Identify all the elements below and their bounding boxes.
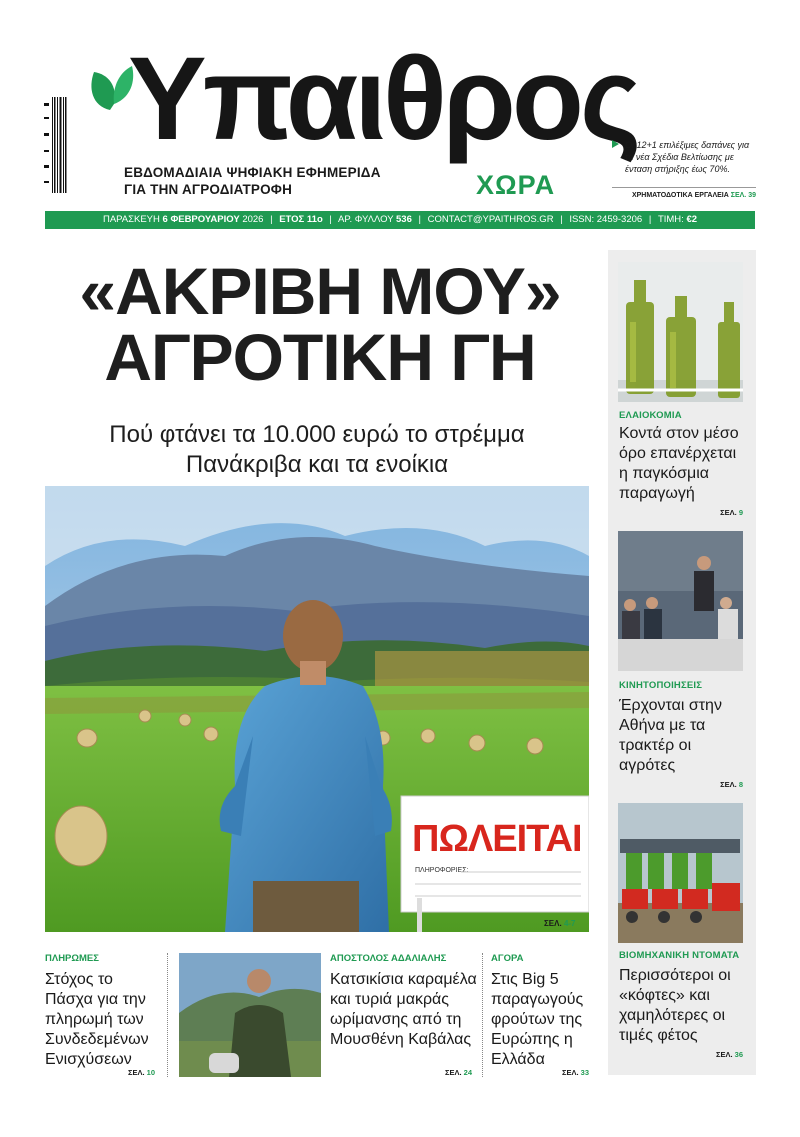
main-page-number: 4-7 xyxy=(563,919,576,928)
sidebar-item-1-tag: ΕΛΑΙΟΚΟΜΙΑ xyxy=(619,410,682,421)
sidebar-item-2-title[interactable]: Έρχονται στην Αθήνα με τα τρακτέρ οι αγρότες xyxy=(619,697,722,774)
sub-brand: ΧΩΡΑ xyxy=(476,170,556,200)
sidebar-item-3-page-prefix: ΣΕΛ. xyxy=(715,1050,733,1059)
price-label: ΤΙΜΗ: xyxy=(657,214,684,225)
tagline xyxy=(124,164,381,198)
promo-footer-label: ΧΡΗΜΑΤΟΔΟΤΙΚΑ ΕΡΓΑΛΕΙΑ xyxy=(631,192,729,199)
main-subhead-line-2: Πανάκριβα και τα ενοίκια xyxy=(185,451,449,478)
bottom-item-1-page-ref xyxy=(45,1068,155,1077)
promo-text xyxy=(612,139,756,175)
price: €2 xyxy=(686,214,698,225)
bottom-item-2-page-prefix: ΣΕΛ. xyxy=(444,1068,462,1077)
sidebar-item-1-photo[interactable] xyxy=(618,262,743,402)
issue-year: 2026 xyxy=(242,214,264,225)
main-subhead-line-1: Πού φτάνει τα 10.000 ευρώ το στρέμμα xyxy=(109,421,525,448)
sidebar-item-1-page-ref xyxy=(619,508,743,517)
contact-email[interactable]: CONTACT@YPAITHROS.GR xyxy=(427,214,554,225)
promo-box[interactable] xyxy=(612,139,756,175)
bottom-item-3-page-ref xyxy=(491,1068,589,1077)
main-headline-line-1: «ΑΚΡΙΒΗ ΜΟΥ» xyxy=(79,254,561,328)
bottom-item-2-page-ref xyxy=(330,1068,472,1077)
bottom-item-3-tag: ΑΓΟΡΑ xyxy=(491,953,524,964)
sidebar-item-2-tag: ΚΙΝΗΤΟΠΟΙΗΣΕΙΣ xyxy=(619,680,703,691)
bottom-item-3-page: 33 xyxy=(580,1068,589,1077)
sidebar-item-3-title[interactable]: Περισσότεροι οι «κόφτες» και χαμηλότερες οι τιμές φέτος xyxy=(619,967,731,1044)
promo-footer-page: 39 xyxy=(748,192,756,199)
promo-divider xyxy=(612,187,756,188)
main-headline-line-2: ΑΓΡΟΤΙΚΗ ΓΗ xyxy=(104,320,536,394)
bottom-item-2-photo[interactable] xyxy=(179,953,321,1077)
sidebar-item-2-page: 8 xyxy=(738,780,743,789)
bottom-item-2-title[interactable]: Κατσικίσια καραμέλα και τυριά μακράς ωρίμανσης από τη Μουσθένη Καβάλας xyxy=(330,971,477,1048)
main-page-prefix: ΣΕΛ. xyxy=(544,919,562,928)
column-divider xyxy=(482,953,483,1077)
sidebar-item-2-page-prefix: ΣΕΛ. xyxy=(720,780,737,789)
issn: ISSN: 2459-3206 xyxy=(569,214,643,225)
bottom-item-2-tag: ΑΠΟΣΤΟΛΟΣ ΑΔΑΛΙΑΛΗΣ xyxy=(330,953,447,964)
sidebar-item-1-page-prefix: ΣΕΛ. xyxy=(720,508,737,517)
bottom-item-1-title[interactable]: Στόχος το Πάσχα για την πληρωμή των Συνδεδεμένων Ενισχύσεων xyxy=(45,971,149,1068)
sidebar-item-3-tag: ΒΙΟΜΗΧΑΝΙΚΗ ΝΤΟΜΑΤΑ xyxy=(619,950,740,961)
sidebar-item-1-page: 9 xyxy=(738,508,743,517)
sidebar-item-3-page: 36 xyxy=(734,1050,743,1059)
column-divider xyxy=(167,953,168,1077)
sidebar-item-2-photo[interactable] xyxy=(618,531,743,671)
sidebar-item-3-photo[interactable] xyxy=(618,803,743,943)
newspaper-logo: Υπαιθρος xyxy=(128,33,638,165)
sidebar-item-3-page-ref xyxy=(619,1050,743,1059)
tagline-line-1: ΕΒΔΟΜΑΔΙΑΙΑ ΨΗΦΙΑΚΗ ΕΦΗΜΕΡΙΔΑ xyxy=(124,165,381,180)
bottom-item-1-tag: ΠΛΗΡΩΜΕΣ xyxy=(45,953,99,964)
promo-footer xyxy=(612,192,756,199)
main-headline[interactable] xyxy=(40,254,600,394)
bottom-item-3-title[interactable]: Στις Big 5 παραγωγούς φρούτων της Ευρώπης η Ελλάδα xyxy=(491,971,584,1068)
barcode xyxy=(42,95,68,195)
issue-day: ΠΑΡΑΣΚΕΥΗ xyxy=(102,214,160,225)
play-arrow-icon xyxy=(612,140,619,148)
bottom-item-1-page: 10 xyxy=(146,1068,155,1077)
issue-volume: ΕΤΟΣ 11ο xyxy=(279,214,323,225)
issue-number-label: ΑΡ. ΦΥΛΛΟΥ xyxy=(337,214,394,225)
sidebar-item-2-page-ref xyxy=(619,780,743,789)
promo-footer-page-prefix: ΣΕΛ. xyxy=(730,192,747,199)
bottom-item-2-page: 24 xyxy=(463,1068,472,1077)
tagline-line-2: ΓΙΑ ΤΗΝ ΑΓΡΟΔΙΑΤΡΟΦΗ xyxy=(124,182,293,197)
date-bar: ΠΑΡΑΣΚΕΥΗ 6 ΦΕΒΡΟΥΑΡΙΟΥ 2026 | ΕΤΟΣ 11ο | ΑΡ. ΦΥΛΛΟΥ 536 | CONTACT@YPAITHROS.GR | ISSN: 2459-3206 | ΤΙΜΗ: €2 xyxy=(45,211,755,229)
main-subhead xyxy=(45,420,589,480)
bottom-item-1-page-prefix: ΣΕΛ. xyxy=(127,1068,145,1077)
sidebar-item-1-title[interactable]: Κοντά στον μέσο όρο επανέρχεται η παγκόσμια παραγωγή xyxy=(619,425,739,502)
main-story-page-ref xyxy=(544,919,576,928)
main-story-photo[interactable] xyxy=(45,486,589,932)
issue-number: 536 xyxy=(396,214,412,225)
sign-text: ΠΩΛΕΙΤΑΙ xyxy=(412,818,582,860)
bottom-item-3-page-prefix: ΣΕΛ. xyxy=(561,1068,579,1077)
promo-text-body: Οι 12+1 επιλέξιμες δαπάνες για τα νέα Σχέδια Βελτίωσης με ένταση στήριξης έως 70%. xyxy=(625,140,750,174)
sign-info: ΠΛΗΡΟΦΟΡΙΕΣ: xyxy=(415,867,469,874)
issue-date: 6 ΦΕΒΡΟΥΑΡΙΟΥ xyxy=(162,214,240,225)
